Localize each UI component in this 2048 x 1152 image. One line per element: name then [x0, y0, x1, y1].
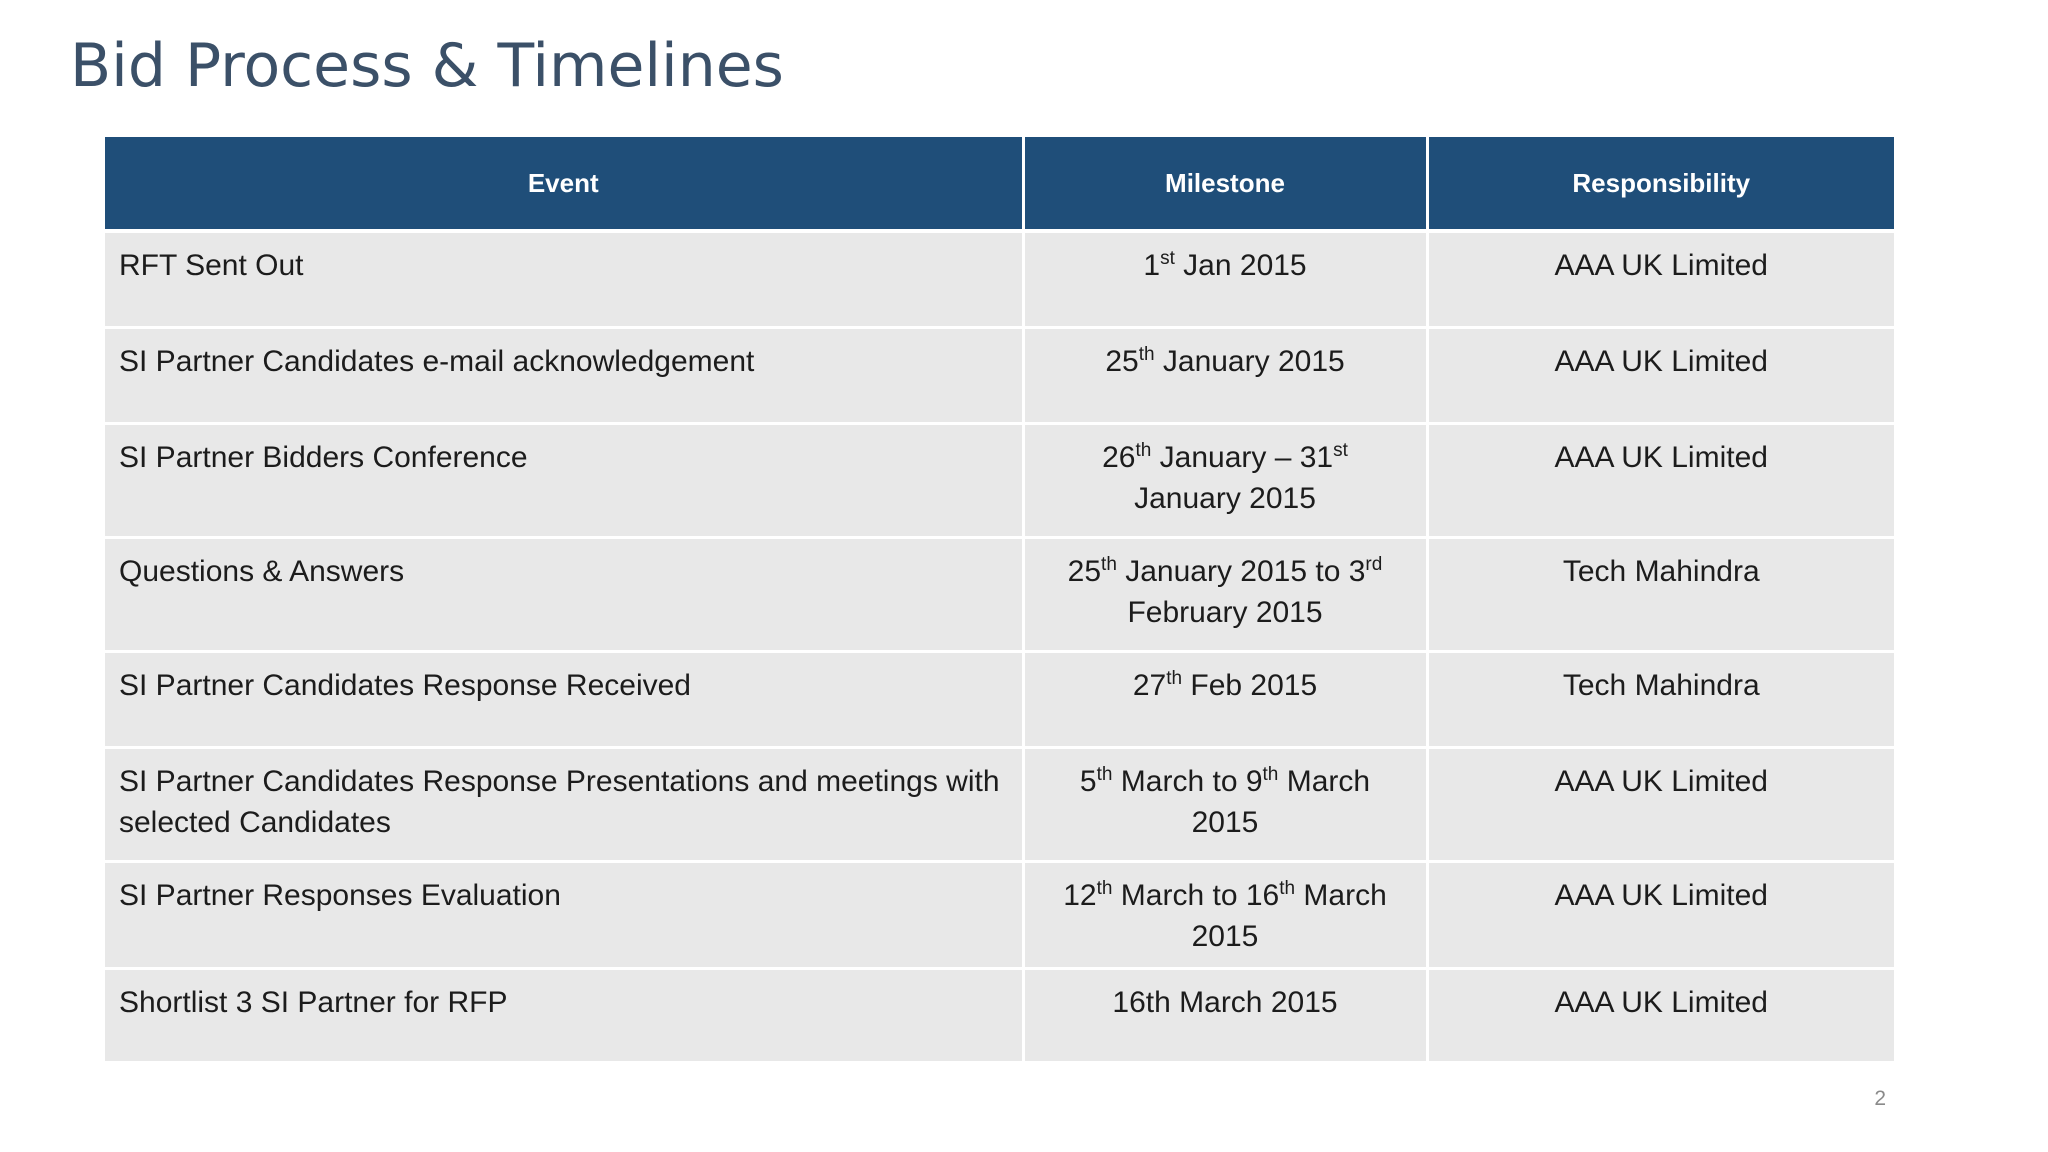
milestone-cell [1023, 231, 1427, 327]
event-cell: Shortlist 3 SI Partner for RFP [105, 968, 1023, 1062]
milestone-text: 25 [1067, 554, 1102, 588]
event-cell: RFT Sent Out [105, 231, 1023, 327]
ordinal-suffix: th [1135, 439, 1152, 461]
ordinal-suffix: th [1262, 763, 1279, 785]
ordinal-suffix: th [1279, 877, 1296, 899]
milestone-cell [1023, 861, 1427, 968]
ordinal-suffix: st [1160, 248, 1175, 269]
slide-title: Bid Process & Timelines [70, 31, 784, 101]
milestone-cell [1023, 327, 1427, 423]
header-milestone: Milestone [1023, 137, 1427, 231]
table-row [105, 231, 1894, 327]
responsibility-cell: AAA UK Limited [1427, 861, 1894, 968]
responsibility-cell: AAA UK Limited [1427, 327, 1894, 423]
event-cell: SI Partner Candidates Response Received [105, 651, 1023, 747]
ordinal-suffix: th [1166, 667, 1183, 689]
table-row [105, 537, 1894, 651]
milestone-text: 25 [1105, 344, 1139, 378]
event-cell: Questions & Answers [105, 537, 1023, 651]
milestone-text: March to 16 [1112, 878, 1280, 912]
milestone-text: Jan 2015 [1174, 249, 1307, 282]
timeline-table [105, 137, 1894, 1064]
milestone-text: January – 31 [1151, 440, 1334, 474]
responsibility-cell: AAA UK Limited [1427, 423, 1894, 537]
milestone-text: Feb 2015 [1182, 668, 1318, 702]
milestone-cell [1023, 747, 1427, 861]
milestone-text: 12 [1063, 878, 1097, 912]
milestone-cell [1023, 537, 1427, 651]
milestone-text: 26 [1102, 440, 1136, 474]
ordinal-suffix: rd [1365, 553, 1383, 575]
milestone-cell [1023, 968, 1427, 1062]
event-cell: SI Partner Candidates Response Presentations and meetings with selected Candidates [105, 747, 1023, 861]
milestone-text: 2015 [1191, 919, 1259, 953]
milestone-cell [1023, 423, 1427, 537]
responsibility-cell: AAA UK Limited [1427, 747, 1894, 861]
milestone-text: January 2015 to 3 [1116, 554, 1366, 588]
milestone-cell [1023, 651, 1427, 747]
event-cell: SI Partner Bidders Conference [105, 423, 1023, 537]
ordinal-suffix: th [1096, 763, 1113, 785]
milestone-text: March to 9 [1112, 764, 1263, 798]
milestone-text: January 2015 [1154, 344, 1345, 378]
table-row [105, 651, 1894, 747]
responsibility-cell: AAA UK Limited [1427, 231, 1894, 327]
milestone-text: February 2015 [1127, 595, 1323, 629]
responsibility-cell: Tech Mahindra [1427, 651, 1894, 747]
milestone-text: 2015 [1191, 805, 1259, 839]
ordinal-suffix: th [1096, 877, 1113, 899]
header-responsibility: Responsibility [1427, 137, 1894, 231]
table-header-row [105, 137, 1894, 231]
ordinal-suffix: st [1333, 439, 1348, 461]
header-event: Event [105, 137, 1023, 231]
event-cell: SI Partner Responses Evaluation [105, 861, 1023, 968]
responsibility-cell: AAA UK Limited [1427, 968, 1894, 1062]
milestone-text: 27 [1132, 668, 1167, 702]
table-row [105, 968, 1894, 1062]
page-number: 2 [1874, 1087, 1886, 1110]
event-cell: SI Partner Candidates e-mail acknowledgement [105, 327, 1023, 423]
milestone-text: 1 [1143, 249, 1161, 282]
milestone-text: January 2015 [1134, 481, 1316, 515]
ordinal-suffix: th [1138, 343, 1155, 365]
table-row [105, 747, 1894, 861]
milestone-text: March [1278, 764, 1371, 798]
table-row [105, 327, 1894, 423]
responsibility-cell: Tech Mahindra [1427, 537, 1894, 651]
milestone-text: 16th March 2015 [1112, 985, 1338, 1019]
milestone-text: March [1295, 878, 1387, 912]
table-row [105, 861, 1894, 968]
table-row [105, 423, 1894, 537]
milestone-text: 5 [1079, 764, 1097, 798]
ordinal-suffix: th [1101, 553, 1117, 575]
